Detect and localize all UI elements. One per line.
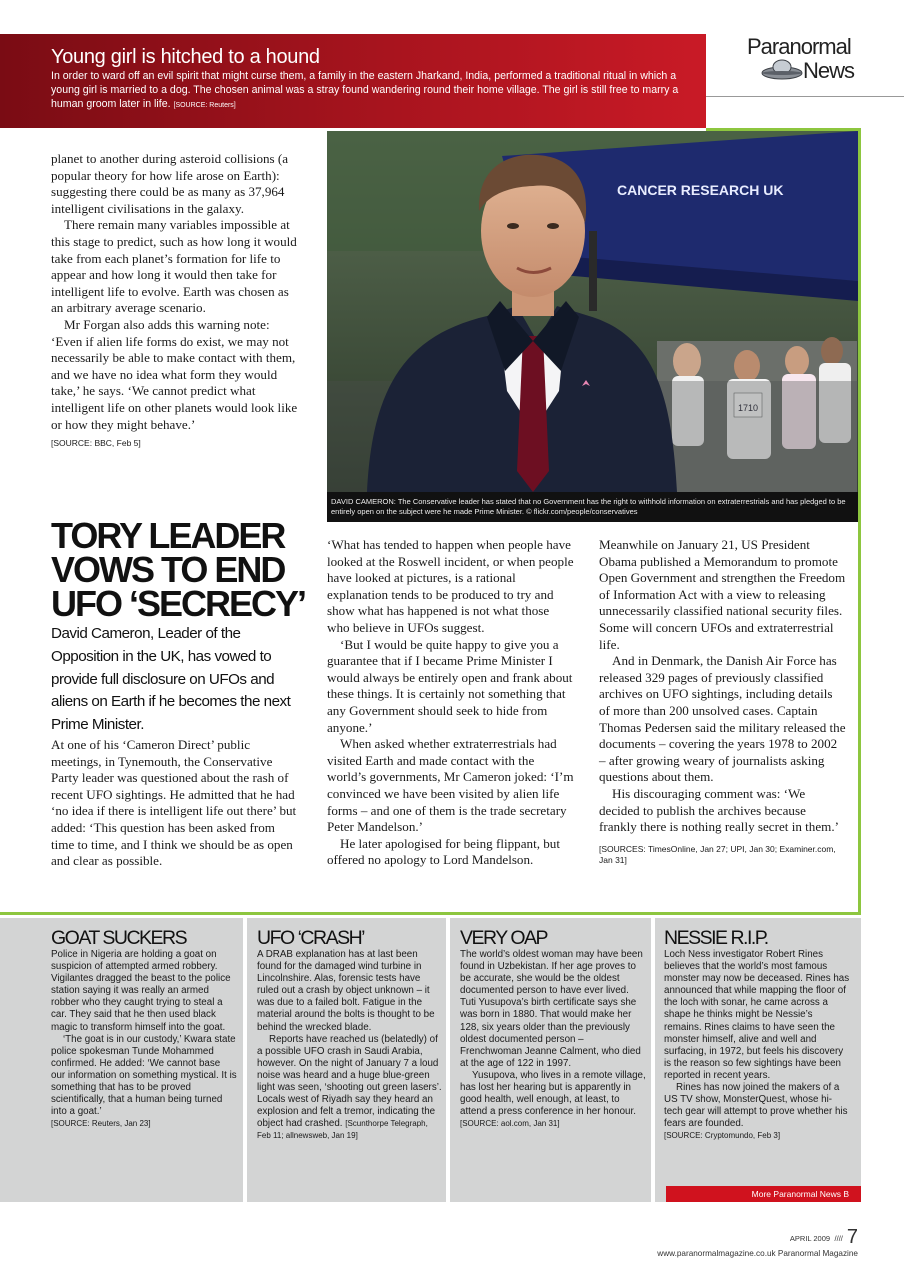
footer-url: www.paranormalmagazine.co.uk Paranormal Magazine	[657, 1249, 858, 1258]
column-divider	[446, 918, 450, 1202]
ufo-icon	[760, 56, 804, 82]
paragraph: When asked whether extraterrestrials had visited Earth and made contact with the world’s governments, Mr Cameron joked: ‘I’m convinced we have been visited by alien life forms – and one of them is the trade secretary Peter Mandelson.’	[327, 736, 574, 835]
paragraph: A DRAB explanation has at last been found for the damaged wind turbine in Lincolnshire. Alas, forensic tests have ruled out a crash by object unknown – it was due to a failed bolt. Fatigue in the material around the bolts is thought to be behind the wrecked blade.	[257, 949, 435, 1033]
article-photo	[327, 131, 858, 522]
page-number: 7	[846, 1226, 858, 1248]
banner-title: Young girl is hitched to a hound	[51, 46, 320, 68]
news-title: UFO ‘CRASH’	[257, 927, 365, 949]
paragraph: And in Denmark, the Danish Air Force has released 329 pages of previously classified archives on UFO sightings, including details of more than 200 unsolved cases. Captain Thomas Pedersen said the military released the documents – covering the years 1978 to 2002 – after growing weary of journalists asking questions about them.	[599, 653, 846, 785]
article-column-1	[51, 737, 298, 870]
paragraph: His discouraging comment was: ‘We decided to publish the archives because frankly there is nothing really secret in them.’	[599, 785, 839, 835]
paragraph: Rines has now joined the makers of a US TV show, MonsterQuest, whose hi-tech gear will attempt to prove whether his fears are founded.	[664, 1082, 848, 1130]
paragraph: Meanwhile on January 21, US President Obama published a Memorandum to promote Open Government and strengthen the Freedom of Information Act with a view to releasing unnecessarily classified national security files. Some will concern UFOs and extraterrestrial life.	[599, 537, 846, 652]
paragraph	[257, 1034, 443, 1143]
news-item-goat-suckers	[51, 928, 237, 1129]
source-citation: [SOURCES: TimesOnline, Jan 27; UPI, Jan 30; Examiner.com, Jan 31]	[599, 843, 836, 865]
paragraph: He later apologised for being flippant, but offered no apology to Lord Mandelson.	[327, 835, 560, 868]
header-banner	[0, 34, 706, 128]
article-standfirst: David Cameron, Leader of the Opposition in the UK, has vowed to provide full disclosure on UFOs and aliens on Earth if he becomes the next Prime Minister.	[51, 625, 291, 734]
paragraph: The world’s oldest woman may have been found in Uzbekistan. If her age proves to be accurate, she would be the oldest documented person to have ever lived. Tuti Yusupova’s birth certificate says she was born in 1880. That would make her 128, six years older than the previously oldest documented person – Frenchwoman Jeanne Calment, who died at the age of 122 in 1997.	[460, 949, 643, 1069]
news-title: VERY OAP	[460, 927, 547, 949]
news-source: [Scunthorpe Telegraph, Feb 11; allnewsweb, Jan 19]	[257, 1119, 428, 1141]
news-item-very-oap	[460, 928, 646, 1129]
photo-illustration	[327, 131, 858, 492]
photo-caption: DAVID CAMERON: The Conservative leader has stated that no Government has the right to withhold information on extraterrestrials and has pledged to be entirely open on the subject were he made Prime Minister. © flickr.com/people/conservatives	[327, 492, 858, 522]
news-item-ufo-crash	[257, 928, 443, 1143]
logo-line-1: Paranormal	[747, 34, 851, 59]
paragraph: There remain many variables impossible at this stage to predict, such as how long it would take from each planet’s formation for life to appear and how long it would then take for intelligent life to evolve. Earth was chosen as an arbitrary average scenario.	[51, 217, 297, 316]
paragraph: Yusupova, who lives in a remote village, has lost her hearing but is apparently in good health, well enough, at least, to attend a press conference in her honour.	[460, 1069, 646, 1118]
news-title: NESSIE R.I.P.	[664, 927, 768, 949]
column-divider	[651, 918, 655, 1202]
paragraph-text: Reports have reached us (belatedly) of a possible UFO crash in Saudi Arabia, however. On the night of January 7 a loud noise was heard and a huge blue-green light was seen, ‘shooting out green lasers’. Locals west of Riyadh say they heard an explosion and felt a tremor, indicating the object had crashed.	[257, 1033, 442, 1130]
paragraph: Loch Ness investigator Robert Rines believes that the world’s most famous monster may now be deceased. Rines has announced that while mapping the floor of the loch with sonar, he came across a shape he thinks might be Nessie’s remains. Rines claims to have seen the monster himself, alive and well and surfacing, in 1972, but feels his discovery is the reason so few sightings have been reported in recent years.	[664, 949, 850, 1081]
previous-article-column	[51, 151, 298, 449]
logo-line-2: News	[803, 58, 855, 83]
news-source: [SOURCE: aol.com, Jan 31]	[460, 1119, 560, 1129]
article-headline: TORY LEADER VOWS TO END UFO ‘SECRECY’	[51, 515, 306, 624]
header-rule	[706, 96, 904, 97]
issue-date: APRIL 2009	[789, 1234, 831, 1243]
paragraph: ‘But I would be quite happy to give you a guarantee that if I became Prime Minister I would always be entirely open and frank about these things. It is certainly not something that any Government should seek to hide from anyone.’	[327, 636, 573, 735]
banner-body: In order to ward off an evil spirit that might curse them, a family in the eastern Jharkand, India, performed a traditional ritual in which a young girl is married to a dog. The chosen animal was a stray found wandering round their home village. The girl is still free to marry a human groom later in life.	[51, 70, 679, 110]
source-citation: [SOURCE: BBC, Feb 5]	[51, 438, 141, 449]
runner-bib: 1710	[737, 403, 759, 413]
article-column-3	[599, 537, 846, 866]
page-footer	[657, 1226, 858, 1258]
paragraph: ‘The goat is in our custody,’ Kwara state police spokesman Tunde Mohammed confirmed. He added: ‘We cannot base our information on something mystical. It is something that has to be proved scientifically, that a human being turned into a goat.’	[51, 1033, 237, 1118]
more-news-suffix: B	[843, 1189, 849, 1199]
news-source: [SOURCE: Reuters, Jan 23]	[51, 1119, 151, 1129]
more-news-link[interactable]	[666, 1186, 861, 1202]
news-item-nessie	[664, 928, 850, 1141]
paragraph: At one of his ‘Cameron Direct’ public meetings, in Tynemouth, the Conservative Party leader was questioned about the rash of recent UFO sightings. He admitted that he had ‘no idea if there is intelligent life out there’ but added: ‘This question has been asked from time to time, and I think we should be as open and clear as possible.	[51, 737, 297, 869]
paragraph: Police in Nigeria are holding a goat on suspicion of attempted armed robbery. Vigilantes dragged the beast to the police station saying it was really an armed robber who they caught trying to steal a car. They said that he then used black magic to transform himself into the goat.	[51, 949, 231, 1033]
article-column-2	[327, 537, 574, 869]
paragraph: ‘What has tended to happen when people have looked at the Roswell incident, or when people have looked at pictures, is a rational explanation tends to be produced to try and show what has happened is not what those who believe in UFOs suggest.	[327, 537, 574, 635]
paragraph: Mr Forgan also adds this warning note: ‘Even if alien life forms do exist, we may not necessarily be able to make contact with them, and we have no idea what form they would take,’ he says. ‘We cannot predict what intelligent life on other planets would look like or how they might behave.’	[51, 316, 298, 432]
news-title: GOAT SUCKERS	[51, 927, 187, 949]
more-news-label: More Paranormal News	[751, 1189, 841, 1199]
banner-text	[51, 69, 686, 113]
news-source: [SOURCE: Cryptomundo, Feb 3]	[664, 1131, 781, 1141]
banner-source: [SOURCE: Reuters]	[173, 102, 236, 109]
paragraph: planet to another during asteroid collisions (a popular theory for how life arose on Earth): suggesting there could be as many as 37,964 intelligent civilisations in the galaxy.	[51, 151, 289, 216]
section-logo	[740, 34, 870, 94]
photo-banner-text: CANCER RESEARCH UK	[617, 182, 784, 198]
footer-divider: ////	[834, 1234, 843, 1243]
column-divider	[243, 918, 247, 1202]
